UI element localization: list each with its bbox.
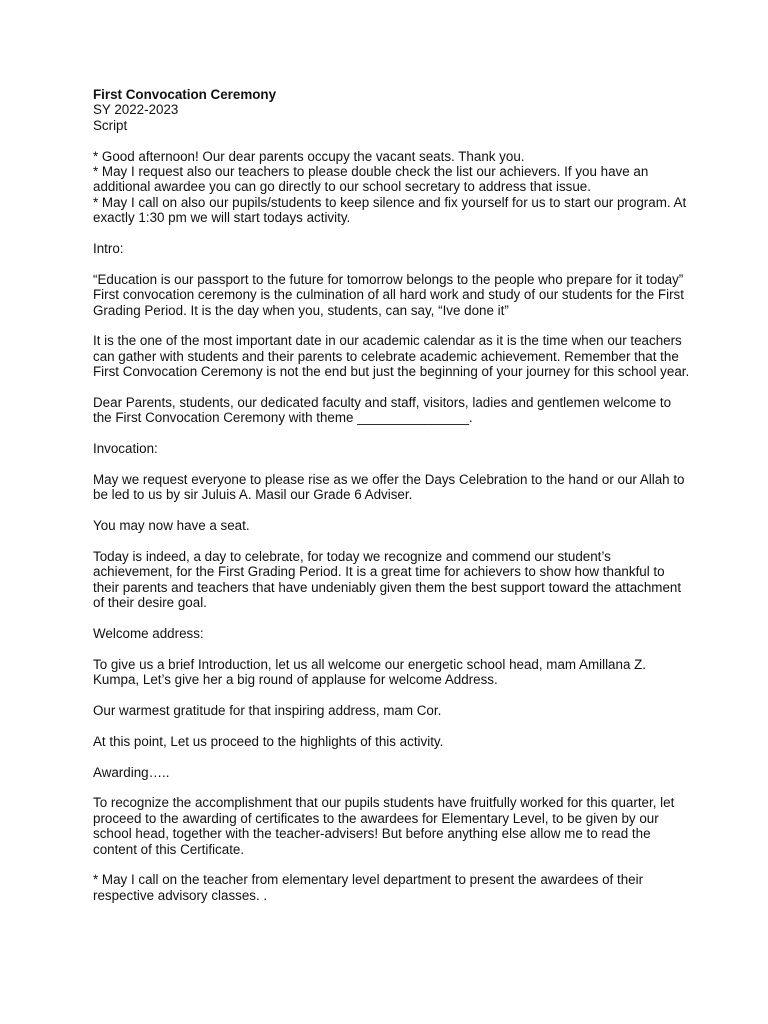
spacer [93,256,693,271]
invocation-paragraph: Today is indeed, a day to celebrate, for today we recognize and commend our student’s achievement, for the First Grading Period. It is a great time for achievers to show how thankful to their parents and teachers that have undeniably given them the best support toward the attachment of their desire goal. [93,549,682,611]
spacer [93,534,693,549]
opening-note-3: * May I call on also our pupils/students to keep silence and fix yourself for us to start our program. At exactly 1:30 pm we will start todays activity. [93,194,687,226]
spacer [93,226,693,241]
document-title: First Convocation Ceremony [93,87,277,102]
intro-quote: “Education is our passport to the future for tomorrow belongs to the people who prepare for it today” [93,271,684,287]
spacer [93,641,693,656]
document-subtitle: Script [93,117,128,133]
spacer [93,133,693,148]
spacer [93,380,693,395]
awarding-paragraph: To recognize the accomplishment that our pupils students have fruitfully worked for this quarter, let proceed to the awarding of certificates to the awardees for Elementary Level, to be given by our school head, together with the teacher-advisers! But before anything else allow me to read the content of this Certificate. [93,795,675,857]
spacer [93,457,693,472]
welcome-paragraph: At this point, Let us proceed to the highlights of this activity. [93,733,444,749]
intro-paragraph: Dear Parents, students, our dedicated faculty and staff, visitors, ladies and gentlemen welcome to the First Convocation Ceremony with theme _______________. [93,395,672,426]
opening-note-1: * Good afternoon! Our dear parents occupy the vacant seats. Thank you. [93,148,525,164]
intro-heading: Intro: [93,241,124,257]
spacer [93,780,693,795]
intro-paragraph: It is the one of the most important date in our academic calendar as it is the time when our teachers can gather with students and their parents to celebrate academic achievement. Remember that the First Convocation Ceremony is not the end but just the beginning of your journey for this school year. [93,333,690,380]
spacer [93,688,693,703]
welcome-paragraph: To give us a brief Introduction, let us all welcome our energetic school head, mam Amillana Z. Kumpa, Let’s give her a big round of applause for welcome Address. [93,656,647,688]
intro-paragraph: First convocation ceremony is the culmination of all hard work and study of our students for the First Grading Period. It is the day when you, students, can say, “Ive done it” [93,287,684,318]
spacer [93,611,693,626]
spacer [93,503,693,518]
invocation-heading: Invocation: [93,441,158,457]
spacer [93,426,693,441]
spacer [93,718,693,733]
spacer [93,857,693,872]
opening-note-2: * May I request also our teachers to please double check the list our achievers. If you have an additional awardee you can go directly to our school secretary to address that issue. [93,164,649,195]
invocation-paragraph: You may now have a seat. [93,518,250,534]
awarding-heading: Awarding….. [93,764,170,780]
document-body [93,87,693,903]
invocation-paragraph: May we request everyone to please rise as we offer the Days Celebration to the hand or our Allah to be led to us by sir Juluis A. Masil our Grade 6 Adviser. [93,472,685,503]
welcome-paragraph: Our warmest gratitude for that inspiring address, mam Cor. [93,703,442,719]
spacer [93,318,693,333]
awarding-paragraph: * May I call on the teacher from elementary level department to present the awardees of their respective advisory classes. . [93,872,644,903]
welcome-heading: Welcome address: [93,626,204,642]
spacer [93,749,693,764]
school-year: SY 2022-2023 [93,102,179,118]
